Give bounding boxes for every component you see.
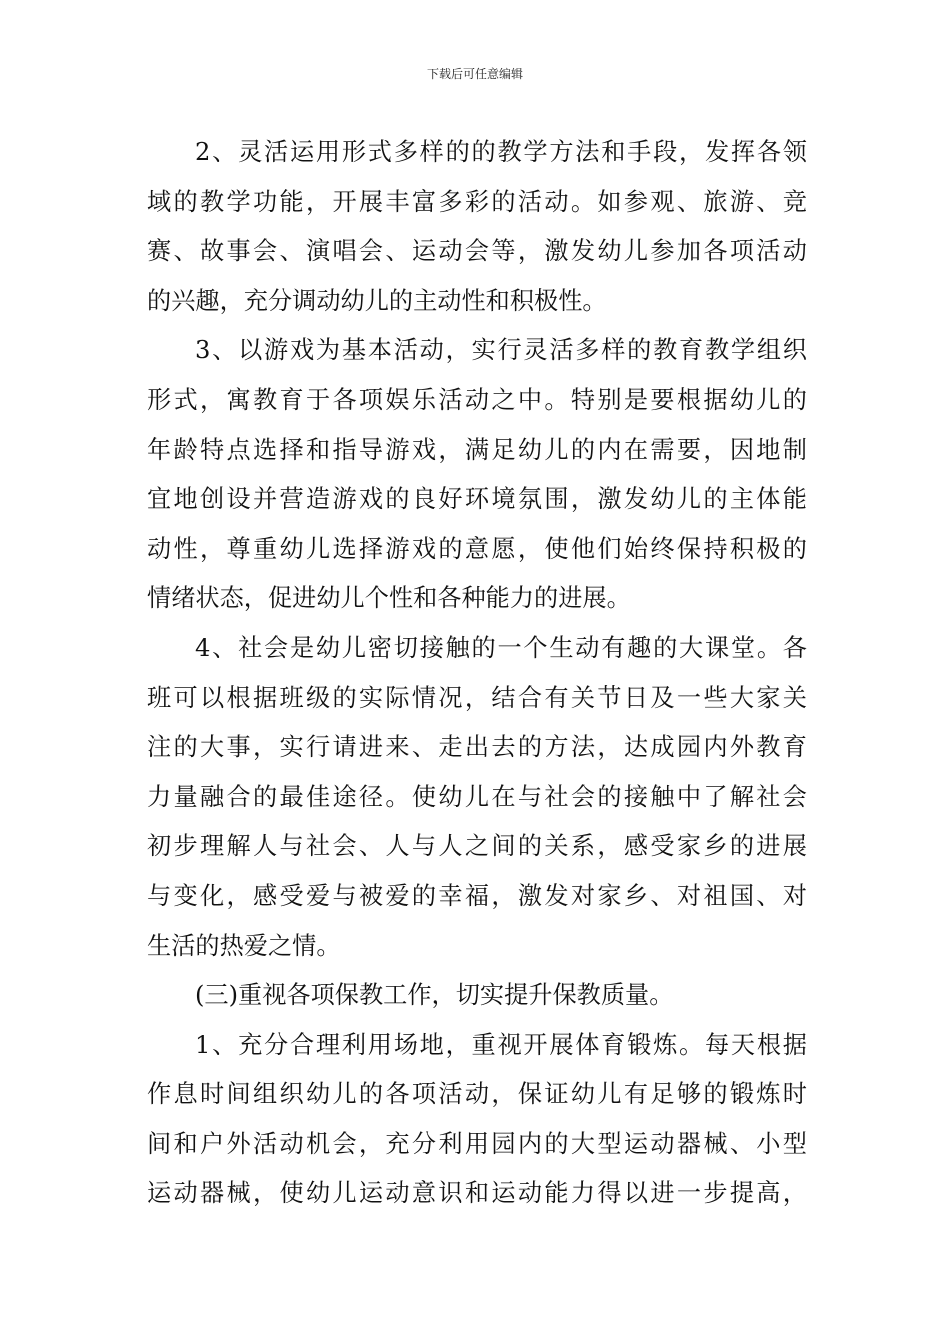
document-body [147,128,807,1219]
paragraph-2-line-2: 域的教学功能，开展丰富多彩的活动。如参观、旅游、竞 [147,187,807,216]
paragraph-4-line-6: 与变化，感受爱与被爱的幸福，激发对家乡、对祖国、对 [147,881,807,910]
paragraph-2-line-4: 的兴趣，充分调动幼儿的主动性和积极性。 [147,286,607,315]
paragraph-3-line-2: 形式，寓教育于各项娱乐活动之中。特别是要根据幼儿的 [147,385,807,414]
paragraph-3-line-3: 年龄特点选择和指导游戏，满足幼儿的内在需要，因地制 [147,435,807,464]
paragraph-5-line-4: 运动器械，使幼儿运动意识和运动能力得以进一步提高， [147,1179,807,1208]
paragraph-4-line-2: 班可以根据班级的实际情况，结合有关节日及一些大家关 [147,683,807,712]
paragraph-4-line-5: 初步理解人与社会、人与人之间的关系，感受家乡的进展 [147,832,807,861]
paragraph-3-line-6: 情绪状态，促进幼儿个性和各种能力的进展。 [147,584,631,613]
paragraph-4-line-4: 力量融合的最佳途径。使幼儿在与社会的接触中了解社会 [147,782,807,811]
paragraph-4-line-7: 生活的热爱之情。 [147,931,341,960]
paragraph-5-line-2: 作息时间组织幼儿的各项活动，保证幼儿有足够的锻炼时 [147,1080,807,1109]
paragraph-2-line-3: 赛、故事会、演唱会、运动会等，激发幼儿参加各项活动 [147,237,807,266]
section-heading-3: (三)重视各项保教工作，切实提升保教质量。 [195,981,674,1010]
paragraph-5-line-1: 1、充分合理利用场地，重视开展体育锻炼。每天根据 [195,1030,807,1059]
paragraph-4-line-3: 注的大事，实行请进来、走出去的方法，达成园内外教育 [147,733,807,762]
paragraph-3-line-5: 动性，尊重幼儿选择游戏的意愿，使他们始终保持积极的 [147,534,807,563]
paragraph-4-line-1: 4、社会是幼儿密切接触的一个生动有趣的大课堂。各 [195,633,807,662]
page-header-note: 下载后可任意编辑 [426,67,523,81]
paragraph-3-line-4: 宜地创设并营造游戏的良好环境氛围，激发幼儿的主体能 [147,485,807,514]
paragraph-2-line-1: 2、灵活运用形式多样的的教学方法和手段，发挥各领 [195,138,807,166]
paragraph-3-line-1: 3、以游戏为基本活动，实行灵活多样的教育教学组织 [195,336,807,365]
paragraph-5-line-3: 间和户外活动机会，充分利用园内的大型运动器械、小型 [147,1129,807,1158]
